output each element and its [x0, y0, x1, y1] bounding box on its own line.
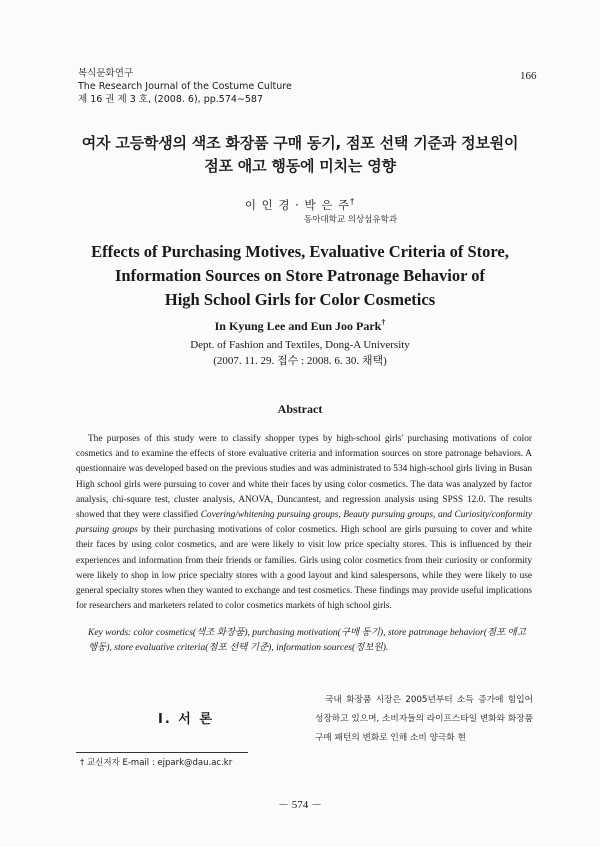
page-number-bottom: － 574 －: [278, 799, 322, 811]
korean-affiliation: 동아대학교 의상섬유학과: [304, 215, 398, 225]
korean-title: [0, 132, 600, 178]
affiliation-block: [0, 337, 600, 369]
korean-title-line2: 점포 애고 행동에 미치는 영향: [204, 157, 396, 175]
body-paragraph: 국내 화장품 시장은 2005년부터 소득 증가에 힘입어 성장하고 있으며, 소비자들의 라이프스타일 변화와 화장품 구매 패턴의 변화로 인해 소비 양극화 현: [315, 695, 533, 743]
english-title-line1: Effects of Purchasing Motives, Evaluative Criteria of Store,: [91, 242, 509, 261]
korean-authors: [0, 197, 600, 213]
abstract-body: [76, 432, 532, 614]
footnote-rule: [76, 752, 248, 753]
journal-korean-name: 복식문화연구: [78, 68, 134, 79]
abstract-text-part2: by their purchasing motivations of color cosmetics. High school are girls pursuing to cover and white their faces by using color cosmetics, and are were likely to visit low price specialty stores. This is influenced by their experiences and information from their friends or families. Girls using color cosmetics from their curiosity or conformity were likely to shop in low price specialty stores with a good layout and kind salespersons, while they were likely to use general specialty stores when they wanted to exchange and test cosmetics. These findings may provide useful implications for researchers and marketers related to color cosmetics markets of high school girls.: [76, 525, 532, 612]
journal-header: [78, 67, 292, 106]
korean-title-line1: 여자 고등학생의 색조 화장품 구매 동기, 점포 선택 기준과 정보원이: [81, 134, 519, 152]
footnote-email: † 교신저자 E-mail : ejpark@dau.ac.kr: [80, 758, 233, 768]
english-title-line2: Information Sources on Store Patronage Behavior of: [114, 266, 486, 285]
abstract-text-part1: The purposes of this study were to classify shopper types by high-school girls' purchasing motivations of color cosmetics and to examine the effects of store evaluative criteria and information sources on store patronage behaviors. A questionnaire was developed based on the previous studies and was administrated to 534 high-school girls living in Busan High school girls were pursuing to cover and white their faces by using color cosmetics. The data was analyzed by factor analysis, chi-square test, cluster analysis, ANOVA, Duncantest, and regression analysis using SPSS 12.0. The results showed that they were classified: [76, 434, 532, 521]
korean-corresponding-mark: †: [350, 197, 356, 207]
journal-volume-info: 제 16 권 제 3 호, (2008. 6), pp.574∼587: [78, 94, 263, 105]
body-text-column: [315, 691, 533, 748]
english-authors: [0, 318, 600, 334]
korean-authors-names: 이 인 경 · 박 은 주: [244, 198, 351, 212]
english-title: [0, 240, 600, 312]
keywords: Key words: color cosmetics(색조 화장품), purchasing motivation(구매 동기), store patronage behavior(점포 애고 행동), store evaluative criteria(점포 선택 기준), information sources(정보원).: [88, 628, 526, 653]
section-heading-introduction: Ⅰ. 서 론: [158, 712, 214, 727]
english-authors-names: In Kyung Lee and Eun Joo Park: [214, 319, 382, 333]
abstract-heading: Abstract: [277, 402, 323, 416]
english-title-line3: High School Girls for Color Cosmetics: [164, 290, 436, 309]
english-corresponding-mark: †: [381, 318, 386, 327]
department: Dept. of Fashion and Textiles, Dong-A University: [190, 339, 410, 351]
received-dates: (2007. 11. 29. 접수 : 2008. 6. 30. 채택): [213, 355, 387, 367]
journal-english-name: The Research Journal of the Costume Culture: [78, 81, 292, 92]
page-number-top: 166: [520, 70, 537, 82]
abstract-italic-groups: Covering/whitening pursuing groups, Beauty pursuing groups, and Curiosity/conformity pursuing groups: [76, 510, 532, 536]
abstract-paragraph: [76, 432, 532, 614]
